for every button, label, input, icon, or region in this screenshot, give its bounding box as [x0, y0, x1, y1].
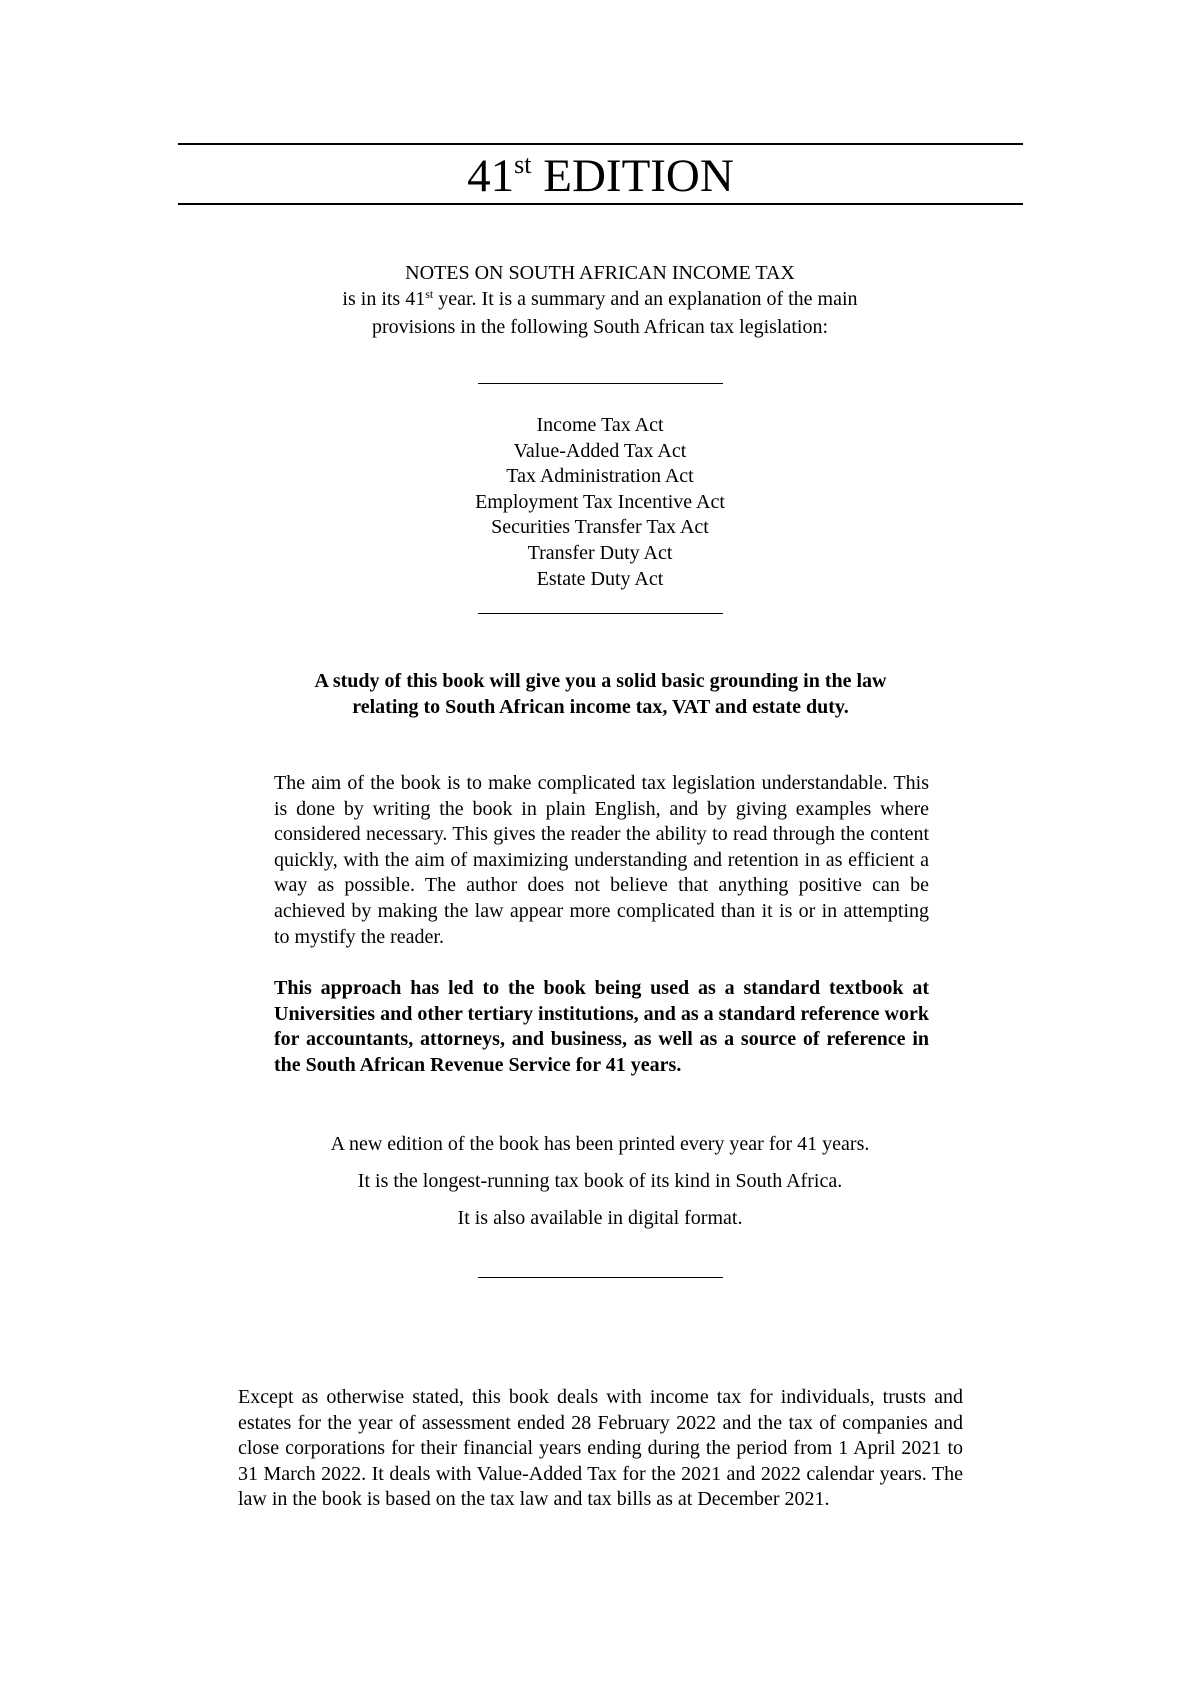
intro-line-2-start: is in its 41	[342, 288, 426, 310]
intro-line-2	[200, 286, 1000, 314]
act-item: Securities Transfer Tax Act	[491, 516, 709, 539]
acts-list	[200, 413, 1000, 592]
approach-paragraph: This approach has led to the book being used as a standard textbook at Universities and other tertiary institutions, and as a standard reference work for accountants, attorneys, and business, as well as a source of reference in the South African Revenue Service for 41 years.	[274, 977, 929, 1076]
edition-bottom-rule	[178, 203, 1023, 205]
act-item: Income Tax Act	[536, 414, 664, 436]
intro-line-2-sup: st	[425, 287, 434, 301]
act-item: Estate Duty Act	[536, 567, 664, 590]
study-statement: A study of this book will give you a solid basic grounding in the law relating to South African income tax, VAT and estate duty.	[314, 670, 887, 718]
intro-block	[200, 260, 1000, 340]
intro-line-3: provisions in the following South African tax legislation:	[371, 316, 829, 338]
edition-title	[178, 148, 1023, 211]
act-item: Tax Administration Act	[506, 465, 694, 488]
divider-notes-bottom	[478, 1277, 723, 1278]
intro-line-2-end: year. It is a summary and an explanation of the main	[433, 288, 858, 310]
note-line: It is the longest-running tax book of its kind in South Africa.	[357, 1170, 843, 1192]
divider-acts-bottom	[478, 613, 723, 614]
edition-suffix: st	[514, 150, 532, 179]
aim-paragraph: The aim of the book is to make complicated tax legislation understandable. This is done by writing the book in plain English, and by giving examples where considered necessary. This gives the reader the ability to read through the content quickly, with the aim of maximizing understanding and retention in as efficient a way as possible. The author does not believe that anything positive can be achieved by making the law appear more complicated than it is or in attempting to mystify the reader.	[274, 772, 929, 948]
top-rule	[178, 143, 1023, 145]
act-item: Transfer Duty Act	[527, 541, 673, 564]
edition-notes	[200, 1126, 1000, 1237]
act-item: Employment Tax Incentive Act	[475, 490, 725, 513]
scope-paragraph: Except as otherwise stated, this book deals with income tax for individuals, trusts and estates for the year of assessment ended 28 February 2022 and the tax of companies and close corporations for their financial years ending during the period from 1 April 2021 to 31 March 2022. It deals with Value-Added Tax for the 2021 and 2022 calendar years. The law in the book is based on the tax law and tax bills as at December 2021.	[238, 1386, 963, 1511]
act-item: Value-Added Tax Act	[513, 439, 687, 462]
edition-word: EDITION	[531, 150, 734, 202]
book-title: NOTES ON SOUTH AFRICAN INCOME TAX	[405, 262, 795, 284]
divider-acts-top	[478, 383, 723, 384]
note-line: It is also available in digital format.	[457, 1207, 743, 1229]
note-line: A new edition of the book has been printed every year for 41 years.	[330, 1133, 870, 1155]
edition-number: 41	[467, 150, 515, 202]
